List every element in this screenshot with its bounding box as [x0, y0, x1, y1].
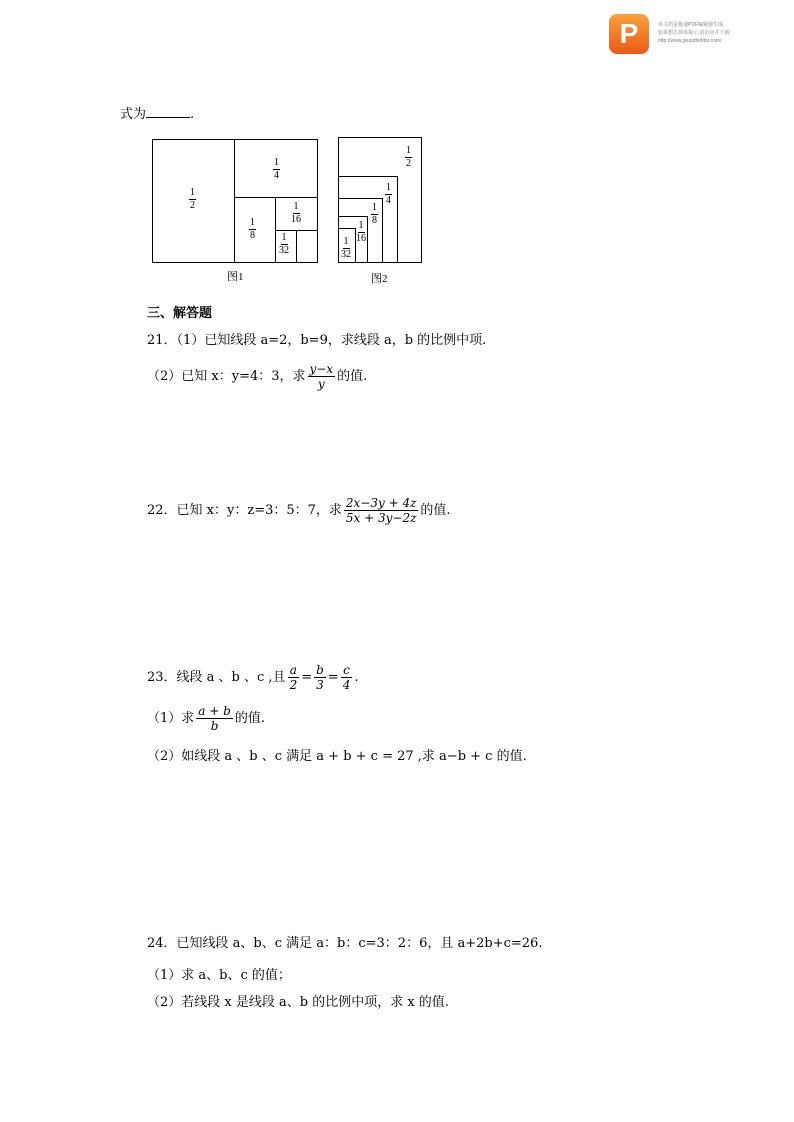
- q21-fraction: [308, 362, 336, 391]
- q22-line: [147, 496, 451, 526]
- q23-frac-c: $\frac{c}{4}$: [342, 663, 351, 692]
- q22-suffix: 的值.: [420, 503, 451, 518]
- fig2-caption: 图2: [371, 273, 388, 285]
- fig1-label-half: 1 2: [190, 187, 195, 211]
- q23-line-1: [147, 663, 358, 693]
- q21-fraction-den: y: [317, 377, 325, 391]
- q22-prefix: 22．已知 x：y：z=3：5：7，求: [147, 503, 342, 518]
- q20-prefix: 式为: [120, 107, 147, 122]
- q21-fraction-num: y−x: [309, 362, 334, 376]
- watermark-line-3: http://www.jisupdfeditor.com/: [658, 38, 722, 44]
- q20-answer-line: [120, 105, 194, 123]
- q23-frac-b: $\frac{b}{3}$: [316, 663, 324, 692]
- editor-logo: [609, 14, 649, 54]
- q23-prefix: 23．线段 a 、b 、c ,且: [147, 670, 286, 685]
- q23-eq-1: =: [301, 670, 313, 685]
- q23-part-2: （2）如线段 a 、b 、c 满足 a + b + c = 27 ,求 a−b + c 的值.: [147, 749, 527, 764]
- fig1-label-quarter: 1 4: [274, 157, 279, 181]
- q22-fraction-den: 5x + 3y−2z: [345, 511, 417, 525]
- q23-part-1-prefix: （1）求: [147, 711, 195, 726]
- fig1-label-sixteenth: 1 16: [291, 201, 301, 225]
- section-title: 三、解答题: [147, 306, 213, 321]
- fig1-label-thirtysecond: 1 32: [279, 232, 289, 256]
- q22-fraction-num: 2x−3y + 4z: [345, 496, 417, 510]
- q24-line-2: （1）求 a、b、c 的值；: [147, 968, 291, 983]
- fig2-label-half: 1 2: [406, 145, 411, 169]
- q20-suffix: .: [190, 107, 195, 122]
- q23-eq-2: =: [327, 670, 339, 685]
- q21-line-2-suffix: 的值.: [337, 369, 368, 384]
- fig2-label-eighth: 1 8: [372, 202, 377, 226]
- q23-part-1-fraction: $\frac{a + b}{b}$: [198, 704, 231, 733]
- q23-part-1-suffix: 的值.: [234, 711, 265, 726]
- q23-end: .: [354, 670, 359, 685]
- watermark-line-2: 如果想去掉该提示,请访问并下载:: [658, 30, 731, 36]
- q21-line-2: [147, 362, 367, 392]
- q24-line-1: 24．已知线段 a、b、c 满足 a：b：c=3：2：6，且 a+2b+c=26.: [147, 936, 543, 951]
- q21-line-2-prefix: （2）已知 x：y=4：3，求: [147, 369, 306, 384]
- fig2-label-thirtysecond: 1 32: [341, 236, 351, 260]
- q21-line-1: 21．（1）已知线段 a=2，b=9，求线段 a，b 的比例中项.: [147, 333, 487, 348]
- fig2-label-quarter: 1 4: [386, 182, 391, 206]
- fig1-label-eighth: 1 8: [250, 217, 255, 241]
- q24-line-3: （2）若线段 x 是线段 a、b 的比例中项，求 x 的值.: [147, 995, 449, 1010]
- q20-answer-blank[interactable]: [146, 105, 190, 118]
- q22-fraction: [344, 496, 419, 525]
- q23-part-1: [147, 704, 265, 734]
- fig2-label-sixteenth: 1 16: [356, 220, 366, 244]
- logo-letter: P: [619, 18, 639, 49]
- watermark-line-1: 该文档是极速PDF编辑器生成,: [658, 22, 725, 28]
- q23-frac-a: $\frac{a}{2}$: [289, 663, 298, 692]
- fig1-caption: 图1: [227, 271, 244, 283]
